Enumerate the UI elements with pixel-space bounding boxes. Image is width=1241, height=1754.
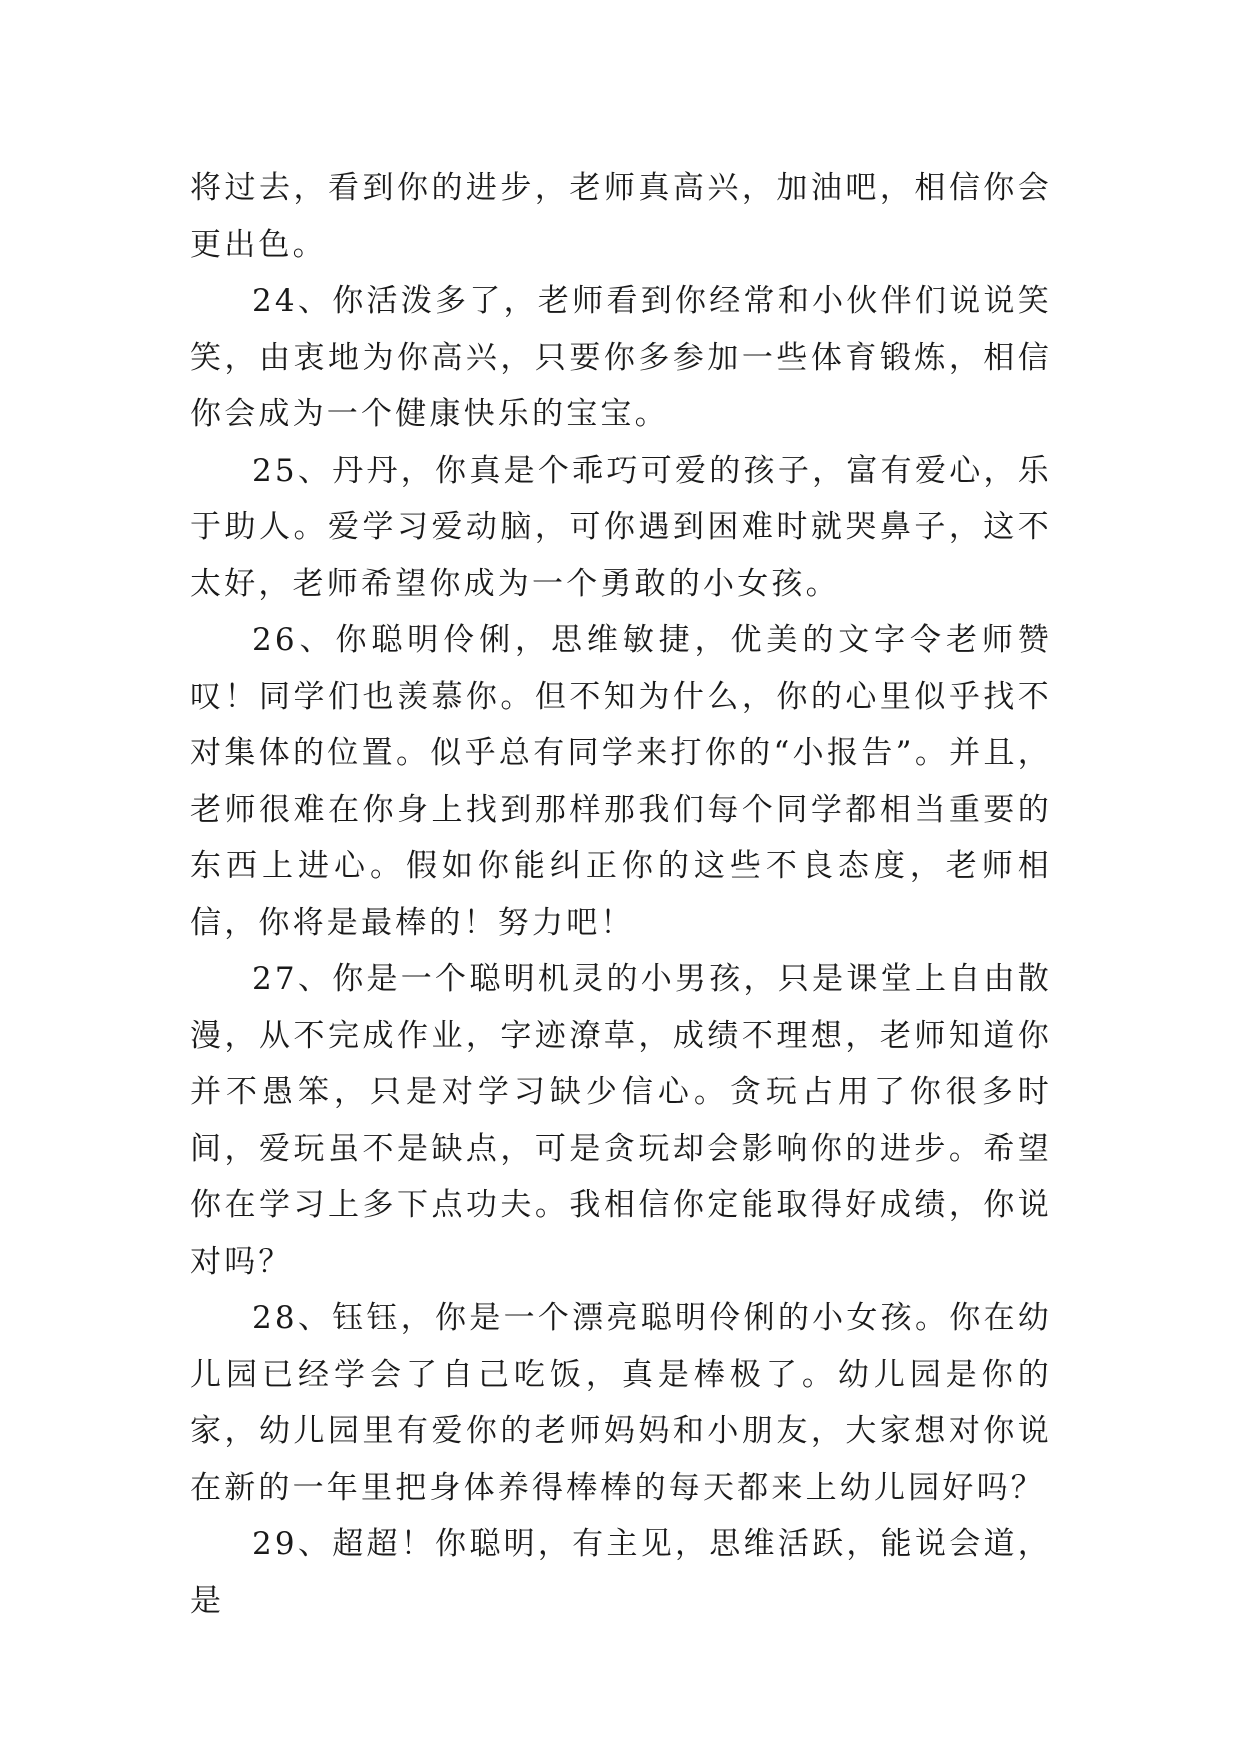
paragraph-25: 25、丹丹，你真是个乖巧可爱的孩子，富有爱心，乐于助人。爱学习爱动脑，可你遇到困难时就哭鼻子，这不太好，老师希望你成为一个勇敢的小女孩。: [190, 452, 1052, 602]
document-body: [190, 160, 1052, 1629]
paragraph-24: 24、你活泼多了，老师看到你经常和小伙伴们说说笑笑，由衷地为你高兴，只要你多参加一些体育锻炼，相信你会成为一个健康快乐的宝宝。: [190, 283, 1052, 432]
paragraph-27: 27、你是一个聪明机灵的小男孩，只是课堂上自由散漫，从不完成作业，字迹潦草，成绩不理想，老师知道你并不愚笨，只是对学习缺少信心。贪玩占用了你很多时间，爱玩虽不是缺点，可是贪玩却会影响你的进步。希望你在学习上多下点功夫。我相信你定能取得好成绩，你说对吗？: [190, 961, 1052, 1280]
paragraph-28: 28、钰钰，你是一个漂亮聪明伶俐的小女孩。你在幼儿园已经学会了自己吃饭，真是棒极了。幼儿园是你的家，幼儿园里有爱你的老师妈妈和小朋友，大家想对你说在新的一年里把身体养得棒棒的每天都来上幼儿园好吗？: [190, 1300, 1052, 1506]
paragraph-29-start: 29、超超！你聪明，有主见，思维活跃，能说会道，是: [190, 1526, 1052, 1619]
paragraph-23-continued: 将过去，看到你的进步，老师真高兴，加油吧，相信你会更出色。: [190, 170, 1052, 263]
paragraph-26: 26、你聪明伶俐，思维敏捷，优美的文字令老师赞叹！同学们也羡慕你。但不知为什么，你的心里似乎找不对集体的位置。似乎总有同学来打你的“小报告”。并且，老师很难在你身上找到那样那我们每个同学都相当重要的东西上进心。假如你能纠正你的这些不良态度，老师相信，你将是最棒的！努力吧！: [190, 622, 1052, 941]
